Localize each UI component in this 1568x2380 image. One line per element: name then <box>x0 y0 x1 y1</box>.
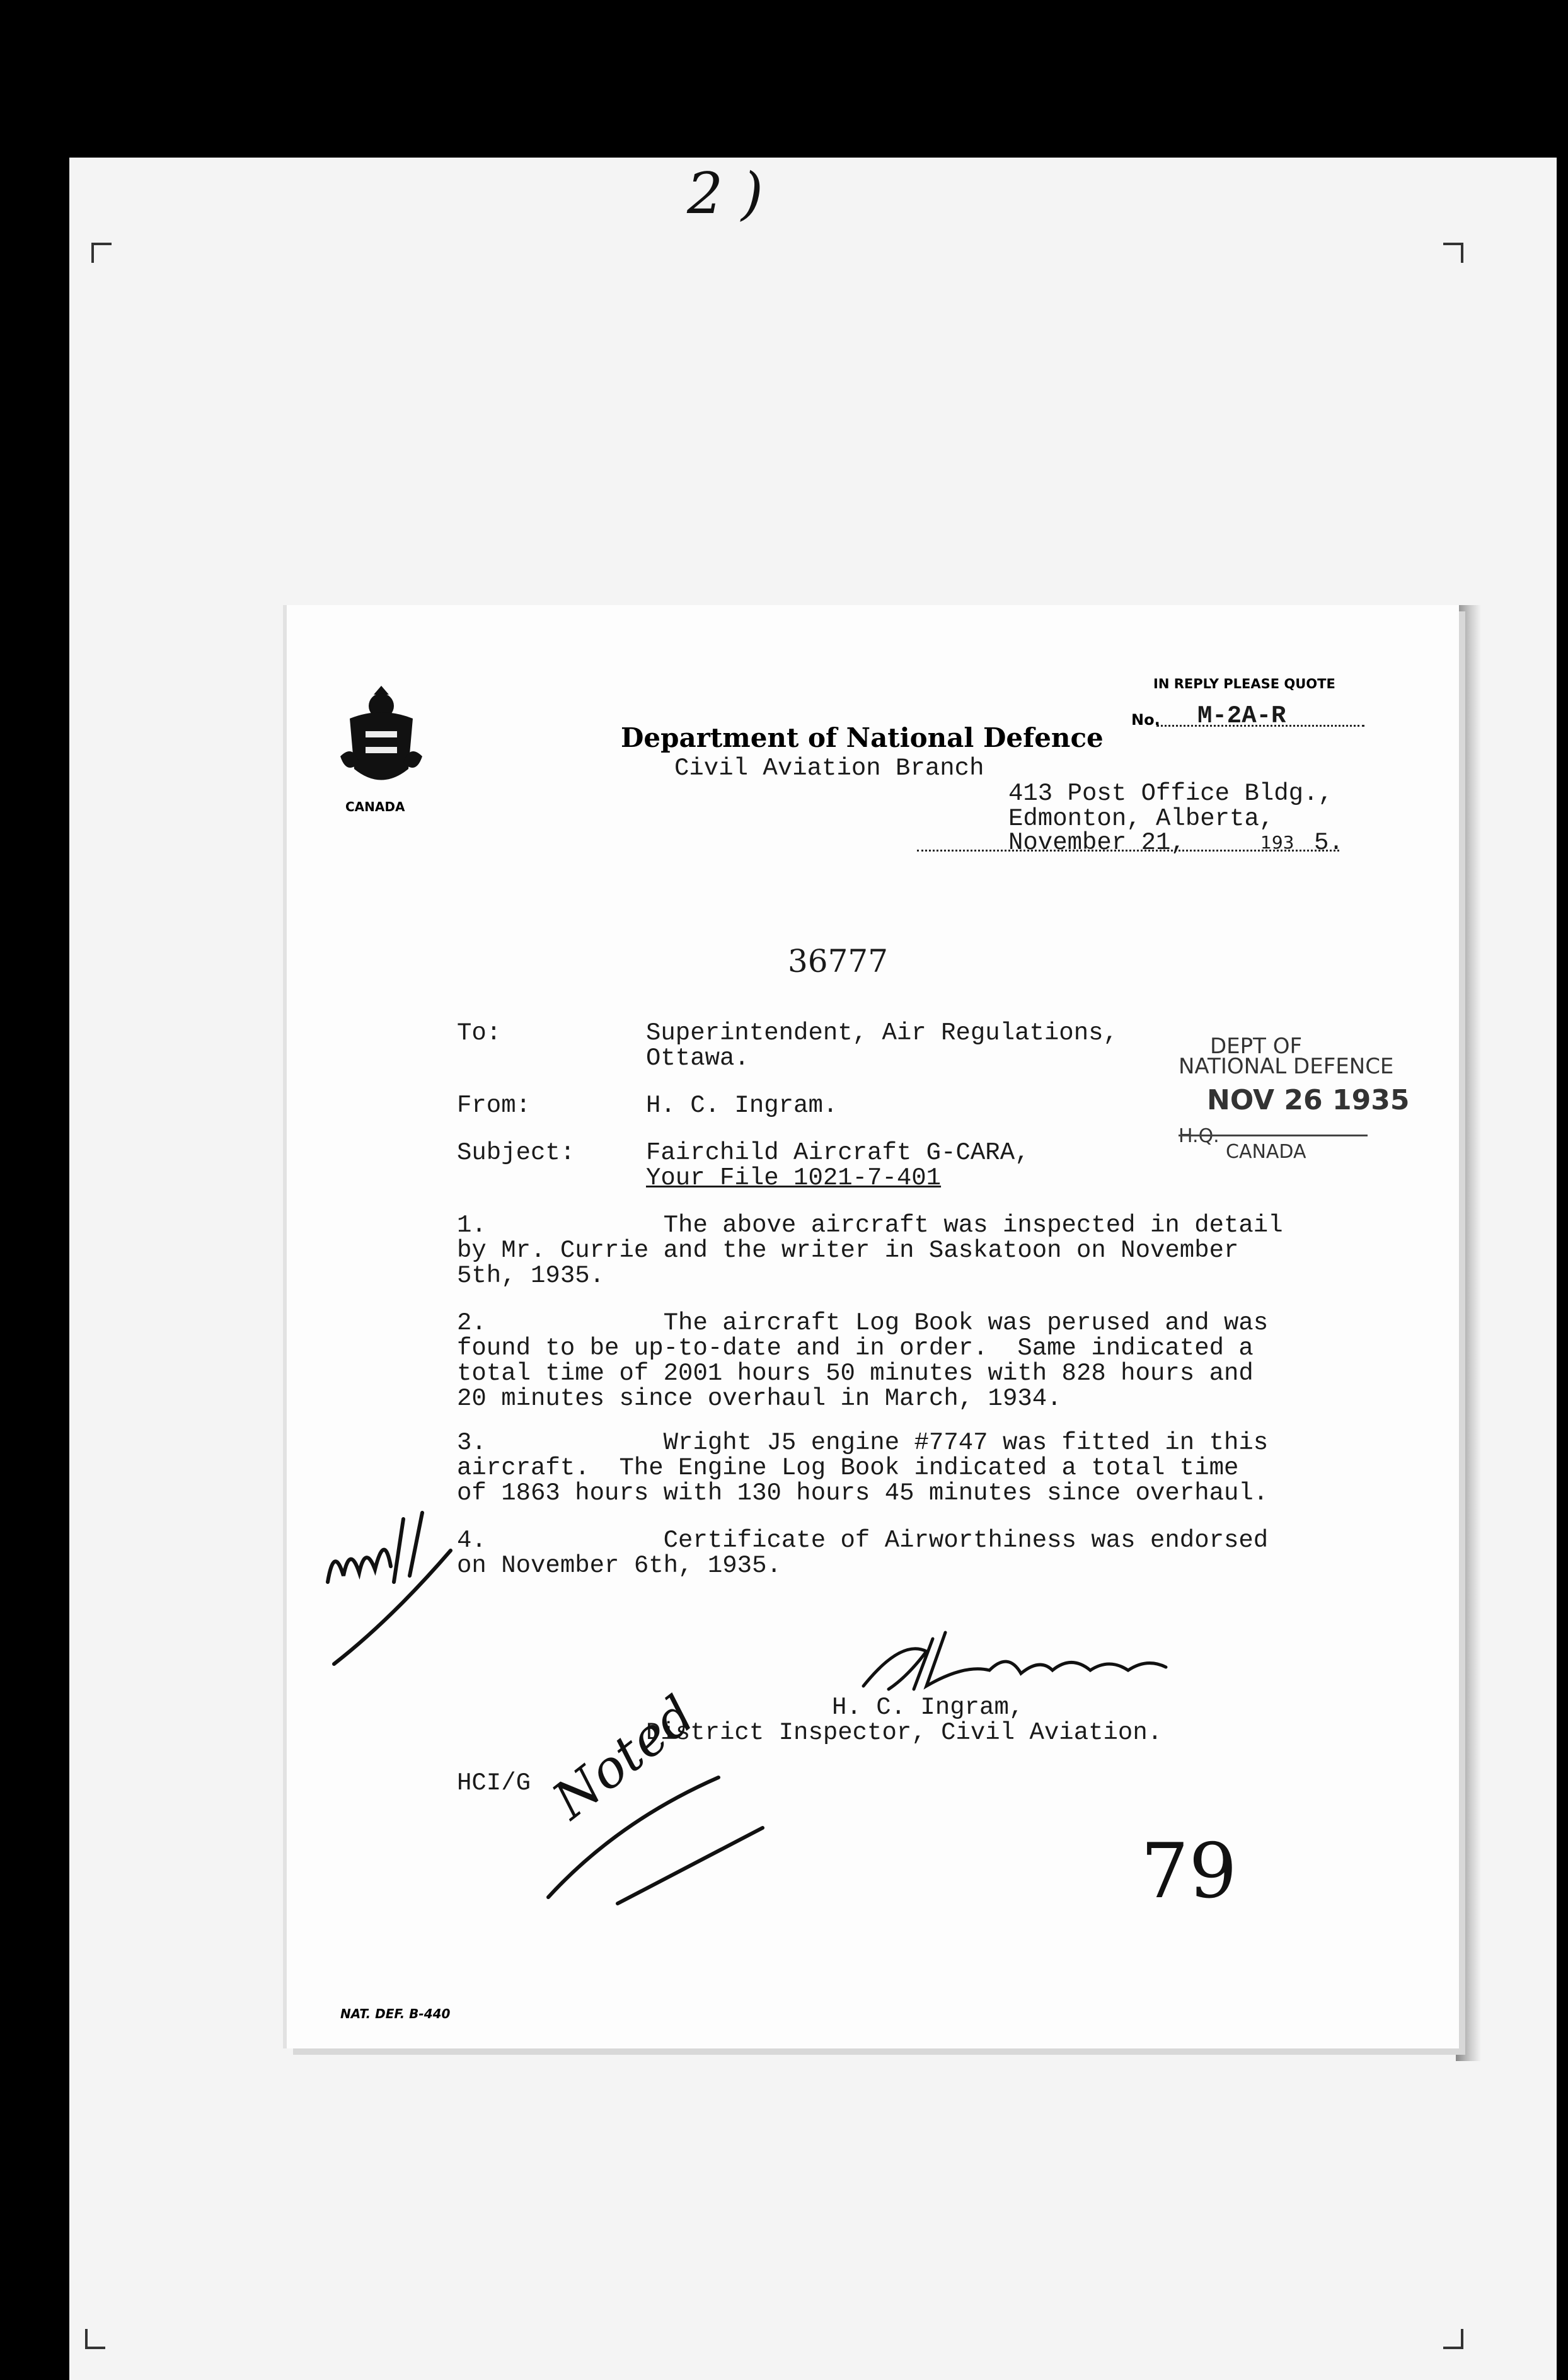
stamp-rule <box>1179 1135 1368 1136</box>
from-value: H. C. Ingram. <box>646 1092 838 1119</box>
top-handwritten-mark: 2 ) <box>687 161 763 227</box>
to-line-1: Superintendent, Air Regulations, <box>646 1019 1118 1047</box>
canada-crest-icon <box>334 681 429 794</box>
address-line-2: Edmonton, Alberta, <box>1008 805 1274 833</box>
signature-name: H. C. Ingram, <box>832 1694 1024 1721</box>
branch-heading: Civil Aviation Branch <box>674 754 984 782</box>
to-line-2: Ottawa. <box>646 1044 749 1072</box>
para-4-line-2: on November 6th, 1935. <box>457 1552 781 1580</box>
para-2-line-3: total time of 2001 hours 50 minutes with 828 hours and <box>457 1360 1254 1387</box>
para-2-line-1: 2. The aircraft Log Book was perused and was <box>457 1309 1269 1337</box>
noted-strike-lines <box>542 1771 769 1916</box>
page-edge-shadow <box>1456 605 1481 2061</box>
signature-title: District Inspector, Civil Aviation. <box>646 1719 1163 1747</box>
crop-mark-top-right <box>1443 243 1463 263</box>
reference-no-label: No. <box>1131 711 1160 729</box>
signature-text <box>889 1617 918 1624</box>
stamp-dept: DEPT OF <box>1210 1034 1303 1059</box>
department-heading: Department of National Defence <box>621 722 1104 753</box>
crest-label: CANADA <box>345 799 405 814</box>
year-suffix: 5. <box>1314 829 1344 857</box>
subject-label: Subject: <box>457 1139 575 1167</box>
noted-handwriting: Noted <box>542 1684 706 1831</box>
form-code: NAT. DEF. B-440 <box>340 2006 451 2021</box>
para-4-line-1: 4. Certificate of Airworthiness was endorsed <box>457 1527 1269 1554</box>
crop-mark-bottom-right <box>1443 2329 1463 2349</box>
subject-line-2: Your File 1021-7-401 <box>646 1164 942 1192</box>
address-line-1: 413 Post Office Bldg., <box>1008 780 1333 807</box>
para-1-line-3: 5th, 1935. <box>457 1262 605 1290</box>
to-label: To: <box>457 1019 502 1047</box>
para-2-line-4: 20 minutes since overhaul in March, 1934. <box>457 1385 1062 1412</box>
para-2-line-2: found to be up-to-date and in order. Same indicated a <box>457 1334 1254 1362</box>
from-label: From: <box>457 1092 531 1119</box>
para-3-line-3: of 1863 hours with 130 hours 45 minutes since overhaul. <box>457 1479 1269 1507</box>
letter-date: November 21, <box>1008 829 1185 857</box>
stamp-country: CANADA <box>1226 1141 1306 1163</box>
stamp-date: NOV 26 1935 <box>1207 1084 1410 1116</box>
file-number: 36777 <box>788 943 889 979</box>
stamp-hq: H.Q. <box>1179 1125 1219 1147</box>
stamp-national-defence: NATIONAL DEFENCE <box>1179 1054 1394 1079</box>
signature-scribble <box>851 1626 1179 1702</box>
para-1-line-2: by Mr. Currie and the writer in Saskatoon on November <box>457 1237 1239 1264</box>
page-number: 79 <box>1141 1828 1237 1915</box>
subject-line-1: Fairchild Aircraft G-CARA, <box>646 1139 1030 1167</box>
initials-reference: HCI/G <box>457 1769 531 1797</box>
reference-no: M-2A-R <box>1197 702 1286 730</box>
reply-label: IN REPLY PLEASE QUOTE <box>1153 676 1335 691</box>
margin-initials-scribble <box>315 1506 460 1683</box>
year-prefix: 193 <box>1260 832 1294 853</box>
para-1-line-1: 1. The above aircraft was inspected in detail <box>457 1211 1283 1239</box>
para-3-line-2: aircraft. The Engine Log Book indicated a total time <box>457 1454 1239 1482</box>
crop-mark-top-left <box>91 243 112 263</box>
crop-mark-bottom-left <box>85 2329 105 2349</box>
para-3-line-1: 3. Wright J5 engine #7747 was fitted in this <box>457 1429 1269 1457</box>
